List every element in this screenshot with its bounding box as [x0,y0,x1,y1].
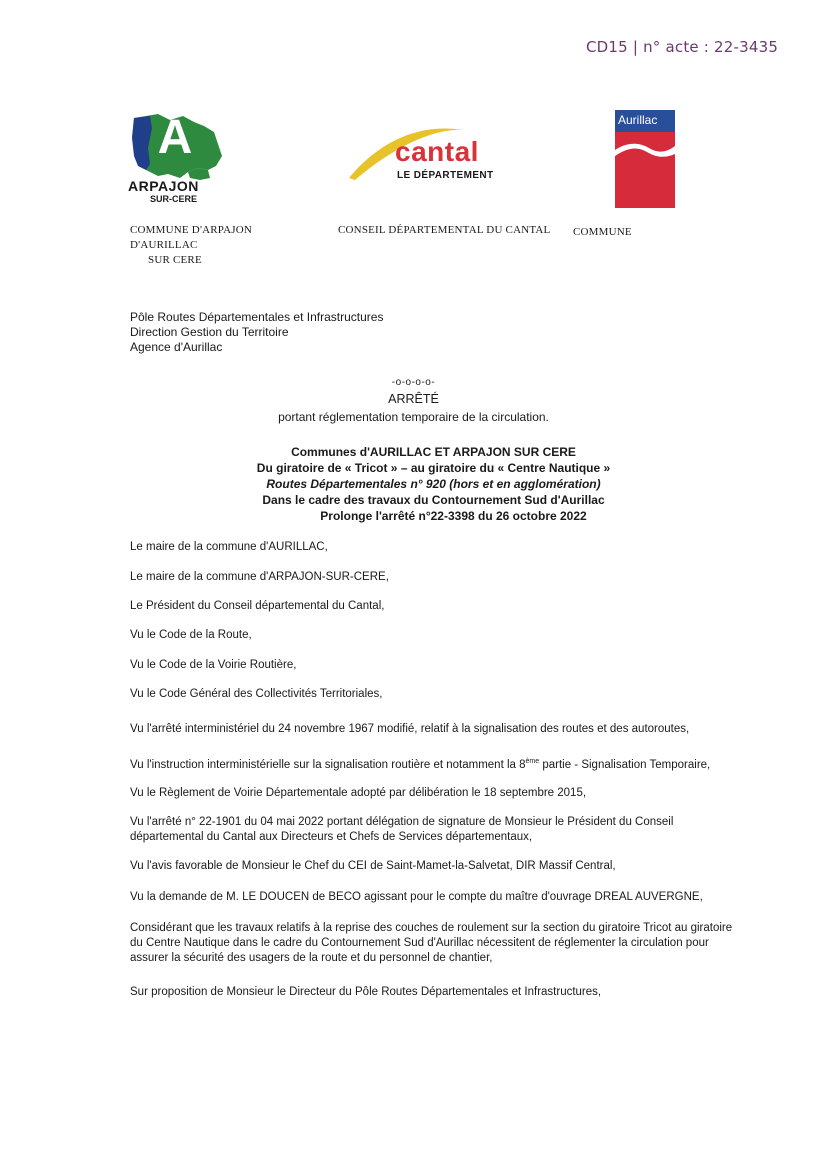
arpajon-name: ARPAJON [128,178,199,194]
cantal-name: cantal [395,136,479,167]
para-maire-aurillac: Le maire de la commune d'AURILLAC, [130,541,328,553]
para-delegation [130,815,750,845]
separator: -o-o-o-o- [391,377,436,388]
service-line3: Agence d'Aurillac [130,340,223,354]
para-instruction-sup: ème [525,758,540,765]
para-considerant-line1: Considérant que les travaux relatifs à la reprise des couches de roulement sur la section du giratoire Tricot au giratoire [130,922,733,934]
heading-line4: Dans le cadre des travaux du Contournement Sud d'Aurillac [262,493,605,507]
para-demande: Vu la demande de M. LE DOUCEN de BECO agissant pour le compte du maître d'ouvrage DREAL AUVERGNE, [130,891,703,903]
para-delegation-line1: Vu l'arrêté n° 22-1901 du 04 mai 2022 portant délégation de signature de Monsieur le Président du Conseil [130,816,674,828]
heading-line2: Du giratoire de « Tricot » – au giratoire du « Centre Nautique » [256,461,611,475]
para-maire-arpajon: Le maire de la commune d'ARPAJON-SUR-CERE, [130,571,389,583]
para-instruction-a: Vu l'instruction interministérielle sur la signalisation routière et notamment la 8 [130,758,526,771]
label-cantal: CONSEIL DÉPARTEMENTAL DU CANTAL [338,224,551,236]
label-arpajon-line1: COMMUNE D'ARPAJON [130,224,253,236]
para-avis: Vu l'avis favorable de Monsieur le Chef du CEI de Saint-Mamet-la-Salvetat, DIR Massif Central, [130,860,616,872]
para-considerant-line2: du Centre Nautique dans le cadre du Contournement Sud d'Aurillac nécessitent de réglementer la circulation pour [130,937,709,949]
para-code-voirie: Vu le Code de la Voirie Routière, [130,659,297,671]
para-considerant [130,921,770,966]
para-proposition: Sur proposition de Monsieur le Directeur du Pôle Routes Départementales et Infrastructures, [130,986,602,998]
para-code-route: Vu le Code de la Route, [130,629,252,641]
heading-line3: Routes Départementales n° 920 (hors et en agglomération) [266,477,601,491]
acte-reference: CD15 | n° acte : 22-3435 [586,38,779,56]
arpajon-letter: A [157,111,193,164]
para-president: Le Président du Conseil départemental du Cantal, [130,600,385,612]
para-instruction-b: partie - Signalisation Temporaire, [539,758,711,771]
aurillac-name: Aurillac [618,113,658,127]
aurillac-logo [615,110,675,208]
label-arpajon-line3: SUR CERE [148,254,202,266]
cantal-sub: LE DÉPARTEMENT [397,170,494,181]
cantal-logo [345,116,505,196]
para-instruction [130,754,750,773]
arpajon-sub: SUR-CERE [150,194,198,204]
document-subtitle: portant réglementation temporaire de la circulation. [278,410,549,424]
para-delegation-line2: départemental du Cantal aux Directeurs et Chefs de Services départementaux, [130,831,533,843]
heading-line5: Prolonge l'arrêté n°22-3398 du 26 octobre 2022 [320,509,587,523]
label-aurillac: COMMUNE [573,226,632,238]
service-block [130,310,383,355]
para-arrete-1967: Vu l'arrêté interministériel du 24 novembre 1967 modifié, relatif à la signalisation des routes et des autoroutes, [130,723,690,735]
label-arpajon [130,223,252,268]
aurillac-wave-icon [615,140,675,160]
document-title: ARRÊTÉ [388,392,439,406]
label-arpajon-line2: D'AURILLAC [130,239,198,251]
para-cgct: Vu le Code Général des Collectivités Territoriales, [130,688,383,700]
heading-line1: Communes d'AURILLAC ET ARPAJON SUR CERE [291,445,576,459]
para-reglement: Vu le Règlement de Voirie Départementale adopté par délibération le 18 septembre 2015, [130,787,587,799]
service-line1: Pôle Routes Départementales et Infrastructures [130,310,384,324]
arpajon-logo [128,108,228,206]
para-considerant-line3: assurer la sécurité des usagers de la route et du personnel de chantier, [130,952,493,964]
service-line2: Direction Gestion du Territoire [130,325,289,339]
